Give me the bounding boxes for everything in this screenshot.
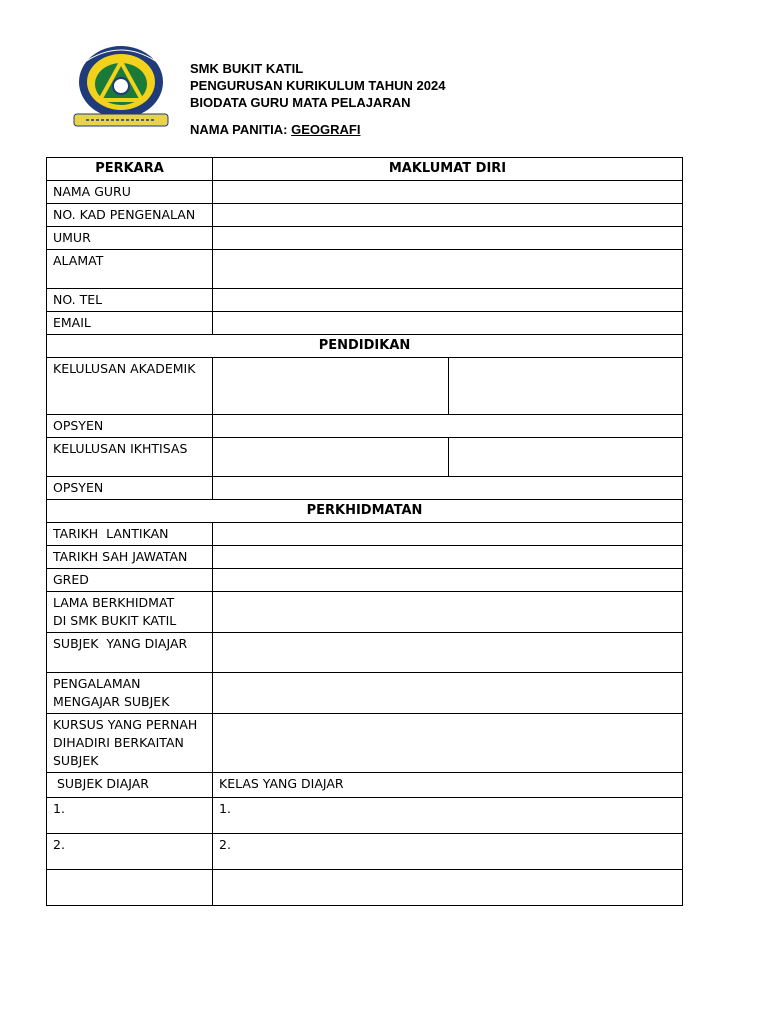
label-alamat: ALAMAT <box>47 250 213 289</box>
kelas-row-1[interactable]: 1. <box>213 798 683 834</box>
document-header <box>190 60 445 111</box>
label-tarikh-lantikan: TARIKH LANTIKAN <box>47 523 213 546</box>
label-pengalaman-line-2: MENGAJAR SUBJEK <box>53 694 170 709</box>
label-kursus-line-1: KURSUS YANG PERNAH <box>53 717 198 732</box>
label-no-tel: NO. TEL <box>47 289 213 312</box>
field-pengalaman[interactable] <box>213 673 683 714</box>
field-email[interactable] <box>213 312 683 335</box>
col-kelas-diajar: KELAS YANG DIAJAR <box>213 773 683 798</box>
label-kursus-line-2: DIHADIRI BERKAITAN <box>53 735 184 750</box>
label-kursus-line-3: SUBJEK <box>53 753 99 768</box>
kelas-row-3[interactable] <box>213 870 683 906</box>
label-opsyen-1: OPSYEN <box>47 415 213 438</box>
subjek-row-1[interactable]: 1. <box>47 798 213 834</box>
biodata-table <box>46 157 683 906</box>
label-email: EMAIL <box>47 312 213 335</box>
label-nama-guru: NAMA GURU <box>47 181 213 204</box>
label-pengalaman <box>47 673 213 714</box>
panitia-value: GEOGRAFI <box>291 122 361 137</box>
subjek-row-2[interactable]: 2. <box>47 834 213 870</box>
section-perkhidmatan: PERKHIDMATAN <box>47 500 683 523</box>
col-subjek-diajar: SUBJEK DIAJAR <box>47 773 213 798</box>
label-no-kad: NO. KAD PENGENALAN <box>47 204 213 227</box>
col-perkara-header: PERKARA <box>47 158 213 181</box>
header-line-2: PENGURUSAN KURIKULUM TAHUN 2024 <box>190 78 446 93</box>
label-pengalaman-line-1: PENGALAMAN <box>53 676 141 691</box>
label-lama-line-1: LAMA BERKHIDMAT <box>53 595 175 610</box>
field-lama-berkhidmat[interactable] <box>213 592 683 633</box>
field-tarikh-lantikan[interactable] <box>213 523 683 546</box>
panitia-line <box>190 122 360 137</box>
school-name: SMK BUKIT KATIL <box>190 61 304 76</box>
field-umur[interactable] <box>213 227 683 250</box>
label-lama-berkhidmat <box>47 592 213 633</box>
label-gred: GRED <box>47 569 213 592</box>
col-maklumat-header: MAKLUMAT DIRI <box>213 158 683 181</box>
subjek-row-3[interactable] <box>47 870 213 906</box>
field-kursus[interactable] <box>213 714 683 773</box>
field-opsyen-1[interactable] <box>213 415 683 438</box>
field-kelulusan-akademik-2[interactable] <box>449 358 683 415</box>
label-tarikh-sah: TARIKH SAH JAWATAN <box>47 546 213 569</box>
label-kelulusan-akademik: KELULUSAN AKADEMIK <box>47 358 213 415</box>
field-kelulusan-akademik-1[interactable] <box>213 358 449 415</box>
field-kelulusan-ikhtisas-2[interactable] <box>449 438 683 477</box>
label-kelulusan-ikhtisas: KELULUSAN IKHTISAS <box>47 438 213 477</box>
header-line-3: BIODATA GURU MATA PELAJARAN <box>190 95 411 110</box>
field-tarikh-sah[interactable] <box>213 546 683 569</box>
label-umur: UMUR <box>47 227 213 250</box>
label-lama-line-2: DI SMK BUKIT KATIL <box>53 613 177 628</box>
field-alamat[interactable] <box>213 250 683 289</box>
field-kelulusan-ikhtisas-1[interactable] <box>213 438 449 477</box>
field-nama-guru[interactable] <box>213 181 683 204</box>
kelas-row-2[interactable]: 2. <box>213 834 683 870</box>
field-gred[interactable] <box>213 569 683 592</box>
panitia-label: NAMA PANITIA: <box>190 122 288 137</box>
section-pendidikan: PENDIDIKAN <box>47 335 683 358</box>
school-logo <box>66 42 176 132</box>
field-subjek-diajar[interactable] <box>213 633 683 673</box>
label-opsyen-2: OPSYEN <box>47 477 213 500</box>
field-no-tel[interactable] <box>213 289 683 312</box>
label-subjek-diajar: SUBJEK YANG DIAJAR <box>47 633 213 673</box>
label-kursus <box>47 714 213 773</box>
field-no-kad[interactable] <box>213 204 683 227</box>
field-opsyen-2[interactable] <box>213 477 683 500</box>
